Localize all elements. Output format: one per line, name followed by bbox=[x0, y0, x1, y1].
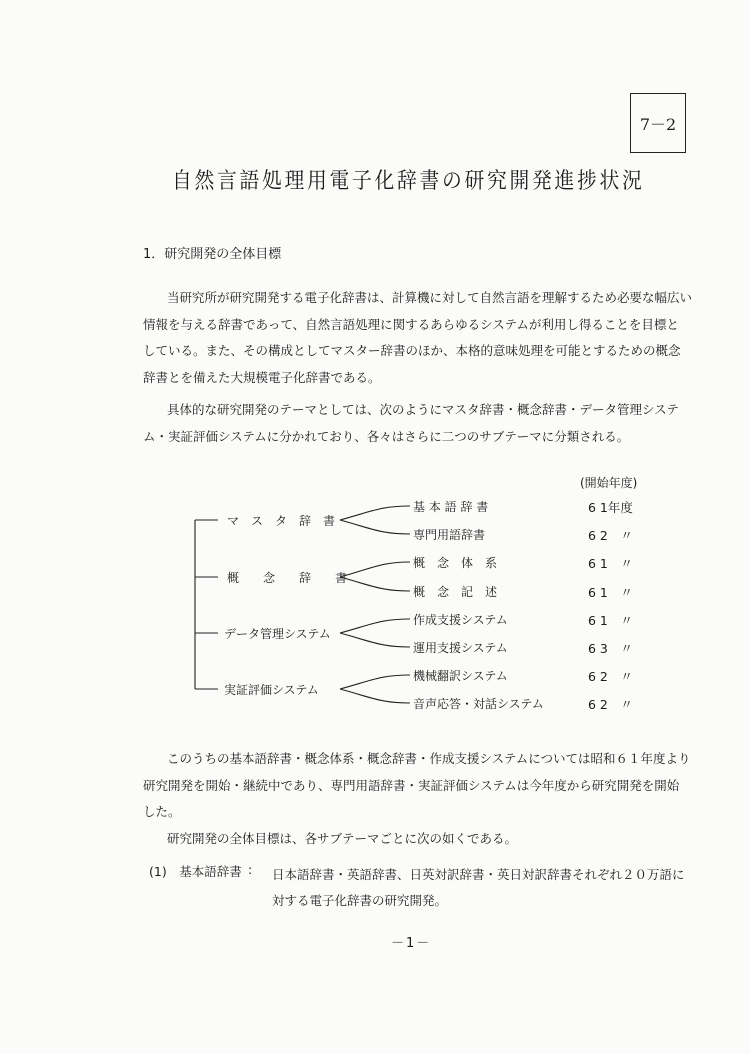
text-line: した。 bbox=[143, 804, 181, 819]
text-line: 辞書とを備えた大規模電子化辞書である。 bbox=[143, 369, 381, 385]
section-tag: 7－2 bbox=[630, 93, 686, 153]
start-year: 6 1年度 bbox=[588, 500, 633, 515]
start-year: 6 2 〃 bbox=[588, 697, 633, 712]
year-header: (開始年度) bbox=[580, 476, 638, 490]
group-label: 概 念 辞 書 bbox=[227, 571, 348, 585]
start-year: 6 3 〃 bbox=[588, 641, 633, 656]
text-line: 具体的な研究開発のテーマとしては、次のようにマスタ辞書・概念辞書・データ管理システ bbox=[167, 402, 679, 417]
text-line: 情報を与える辞書であって、自然言語処理に関するあらゆるシステムが利用し得ることを目標と bbox=[143, 316, 679, 332]
paragraph-status bbox=[143, 746, 691, 826]
section-heading: 1．研究開発の全体目標 bbox=[143, 247, 282, 262]
subtheme-label: 運用支援システム bbox=[413, 641, 508, 655]
text-line: 研究開発の全体目標は、各サブテーマごとに次の如くである。 bbox=[167, 831, 518, 846]
start-year: 6 2 〃 bbox=[588, 528, 633, 543]
fork-line bbox=[340, 675, 410, 689]
group-label: データ管理システム bbox=[224, 627, 331, 641]
start-year: 6 2 〃 bbox=[588, 669, 633, 684]
fork-line bbox=[340, 689, 410, 703]
fork-line bbox=[340, 506, 410, 520]
text-line: している。また、その構成としてマスター辞書のほか、本格的意味処理を可能とするための概念 bbox=[143, 343, 681, 358]
text-line: 日本語辞書・英語辞書、日英対訳辞書・英日対訳辞書それぞれ２０万語に bbox=[272, 867, 685, 882]
start-year: 6 1 〃 bbox=[588, 585, 633, 600]
text-line: 対する電子化辞書の研究開発。 bbox=[272, 893, 448, 908]
paragraph-goals-intro bbox=[143, 826, 673, 853]
goal-item-body bbox=[272, 862, 685, 914]
subtheme-label: 作成支援システム bbox=[413, 613, 508, 627]
page-number: －1－ bbox=[391, 936, 432, 951]
text-line: 研究開発を開始・継続中であり、専門用語辞書・実証評価システムは今年度から研究開発を開始 bbox=[143, 777, 680, 793]
subtheme-label: 基 本 語 辞 書 bbox=[413, 500, 489, 514]
subtheme-label: 概 念 体 系 bbox=[413, 556, 498, 570]
subtheme-label: 専門用語辞書 bbox=[413, 528, 486, 542]
text-line: ム・実証評価システムに分かれており、各々はさらに二つのサブテーマに分類される。 bbox=[143, 428, 630, 444]
group-label: 実証評価システム bbox=[224, 683, 319, 697]
subtheme-label: 機械翻訳システム bbox=[413, 669, 508, 683]
text-line: 当研究所が研究開発する電子化辞書は、計算機に対して自然言語を理解するため必要な幅広い bbox=[167, 290, 693, 305]
fork-line bbox=[340, 562, 410, 577]
goal-item-label: (1) 基本語辞書 bbox=[149, 864, 242, 879]
goal-item-colon: : bbox=[248, 862, 253, 877]
fork-line bbox=[340, 619, 410, 633]
start-year: 6 1 〃 bbox=[588, 556, 633, 571]
fork-line bbox=[340, 520, 410, 534]
text-line: このうちの基本語辞書・概念体系・概念辞書・作成支援システムについては昭和６１年度より bbox=[167, 751, 691, 766]
start-year: 6 1 〃 bbox=[588, 613, 633, 628]
document-title: 自然言語処理用電子化辞書の研究開発進捗状況 bbox=[172, 169, 645, 194]
group-label: マ ス タ 辞 書 bbox=[227, 514, 336, 528]
fork-line bbox=[340, 577, 410, 591]
subtheme-label: 概 念 記 述 bbox=[413, 585, 498, 599]
subtheme-label: 音声応答・対話システム bbox=[413, 697, 544, 711]
fork-line bbox=[340, 633, 410, 647]
